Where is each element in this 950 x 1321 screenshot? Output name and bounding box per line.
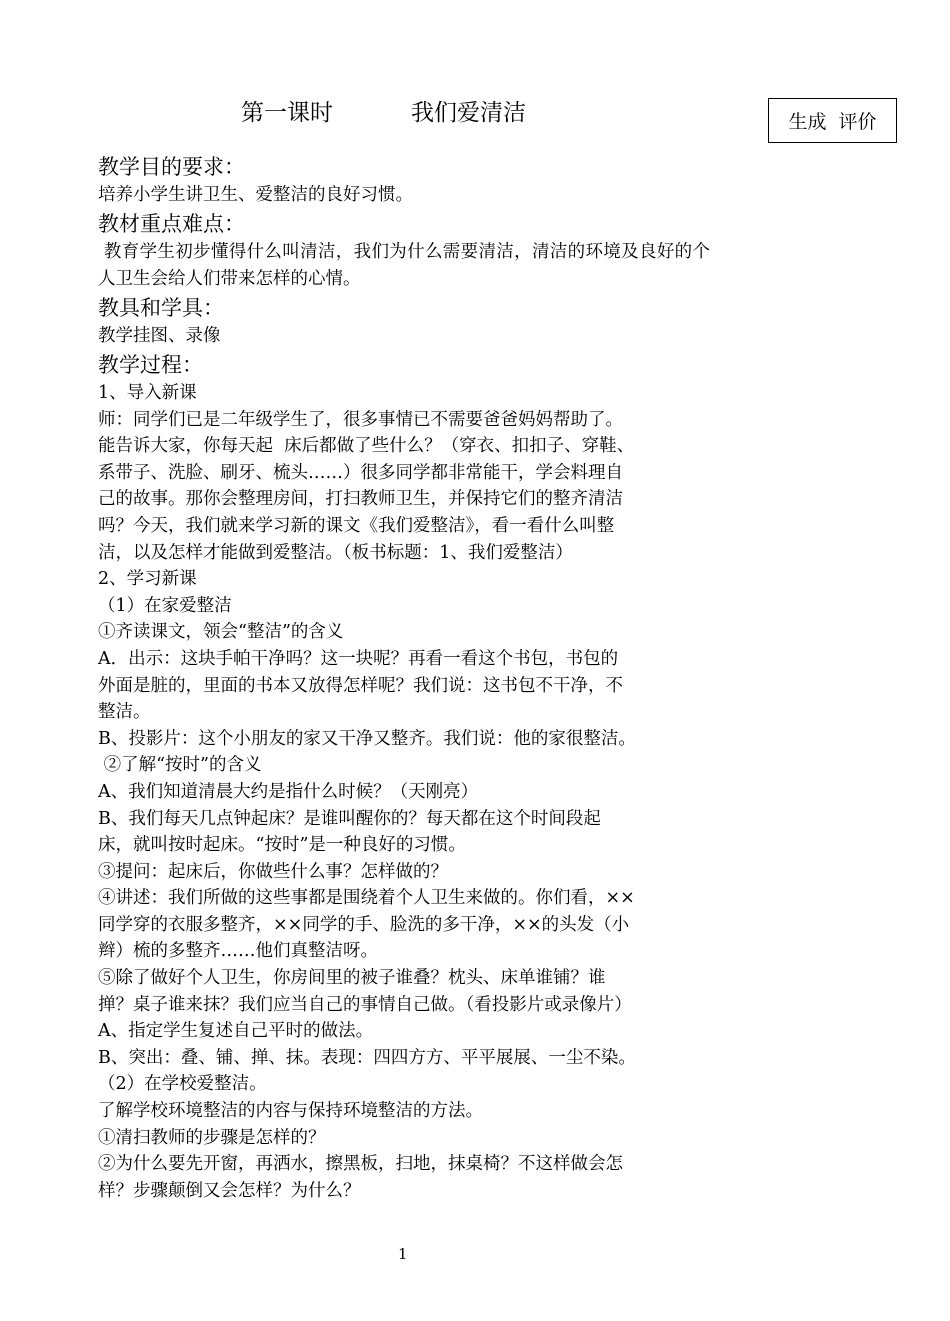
- process-line: 床，就叫按时起床。“按时”是一种良好的习惯。: [98, 835, 466, 856]
- process-line: 能告诉大家，你每天起 床后都做了些什么？（穿衣、扣扣子、穿鞋、: [98, 436, 635, 457]
- process-line: A、指定学生复述自己平时的做法。: [98, 1021, 374, 1042]
- process-line: B、投影片：这个小朋友的家又干净又整齐。我们说：他的家很整洁。: [98, 728, 636, 749]
- process-line: 吗？今天，我们就来学习新的课文《我们爱整洁》，看一看什么叫整: [98, 515, 615, 536]
- process-line: A、我们知道清晨大约是指什么时候？（天刚亮）: [98, 781, 479, 802]
- process-line: 同学穿的衣服多整齐，××同学的手、脸洗的多干净，××的头发（小: [98, 914, 630, 935]
- process-line: 师：同学们已是二年级学生了，很多事情已不需要爸爸妈妈帮助了。: [98, 409, 623, 430]
- process-heading: 教学过程：: [98, 353, 203, 377]
- process-line: 整洁。: [98, 702, 151, 723]
- process-lines: [98, 380, 710, 1204]
- process-line: （2）在学校爱整洁。: [98, 1074, 267, 1095]
- process-line: A．出示：这块手帕干净吗？这一块呢？再看一看这个书包，书包的: [98, 648, 619, 669]
- process-line: ①齐读课文，领会“整洁”的含义: [98, 622, 344, 643]
- process-line: 辫）梳的多整齐……他们真整洁呀。: [98, 941, 378, 962]
- objective-heading: 教学目的要求：: [98, 155, 245, 179]
- materials-heading: 教具和学具：: [98, 296, 224, 320]
- process-line: ④讲述：我们所做的这些事都是围绕着个人卫生来做的。你们看，××: [98, 888, 635, 909]
- process-line: 样？步骤颠倒又会怎样？为什么？: [98, 1180, 361, 1201]
- process-line: B、突出：叠、铺、掸、抹。表现：四四方方、平平展展、一尘不染。: [98, 1047, 636, 1068]
- process-line: ③提问：起床后，你做些什么事？怎样做的？: [98, 861, 448, 882]
- objective-text: 培养小学生讲卫生、爱整洁的良好习惯。: [98, 185, 413, 205]
- generate-evaluate-box: [768, 98, 897, 143]
- process-line: 掸？桌子谁来抹？我们应当自己的事情自己做。（看投影片或录像片）: [98, 994, 632, 1015]
- lesson-name: 我们爱清洁: [411, 100, 526, 126]
- process-line: 己的故事。那你会整理房间，打扫教师卫生，并保持它们的整齐清洁: [98, 489, 623, 510]
- lesson-title: [241, 94, 526, 127]
- process-line: B、我们每天几点钟起床？是谁叫醒你的？每天都在这个时间段起: [98, 808, 601, 829]
- process-line: 外面是脏的，里面的书本又放得怎样呢？我们说：这书包不干净，不: [98, 675, 623, 696]
- process-line: ⑤除了做好个人卫生，你房间里的被子谁叠？枕头、床单谁铺？谁: [98, 968, 606, 989]
- page-number: 1: [398, 1245, 408, 1263]
- process-line: ②了解“按时”的含义: [98, 755, 262, 776]
- process-line: ②为什么要先开窗，再洒水，擦黑板，扫地，抹桌椅？不这样做会怎: [98, 1154, 623, 1175]
- process-line: 2、学习新课: [98, 569, 197, 590]
- process-line: （1）在家爱整洁: [98, 595, 232, 616]
- process-line: ①清扫教师的步骤是怎样的？: [98, 1127, 326, 1148]
- keypoints-text: 教育学生初步懂得什么叫清洁，我们为什么需要清洁，清洁的环境及良好的个人卫生会给人们带来怎样的心情。: [98, 242, 710, 289]
- lesson-plan-body: [98, 152, 710, 1204]
- process-line: 系带子、洗脸、刷牙、梳头……）很多同学都非常能干，学会料理自: [98, 462, 623, 483]
- process-line: 洁，以及怎样才能做到爱整洁。（板书标题：1、我们爱整洁）: [98, 542, 573, 563]
- materials-text: 教学挂图、录像: [98, 326, 221, 346]
- keypoints-heading: 教材重点难点：: [98, 212, 245, 236]
- generate-evaluate-label: 生成 评价: [788, 111, 877, 133]
- lesson-number: 第一课时: [241, 100, 333, 126]
- process-line: 1、导入新课: [98, 383, 197, 403]
- process-line: 了解学校环境整洁的内容与保持环境整洁的方法。: [98, 1101, 483, 1122]
